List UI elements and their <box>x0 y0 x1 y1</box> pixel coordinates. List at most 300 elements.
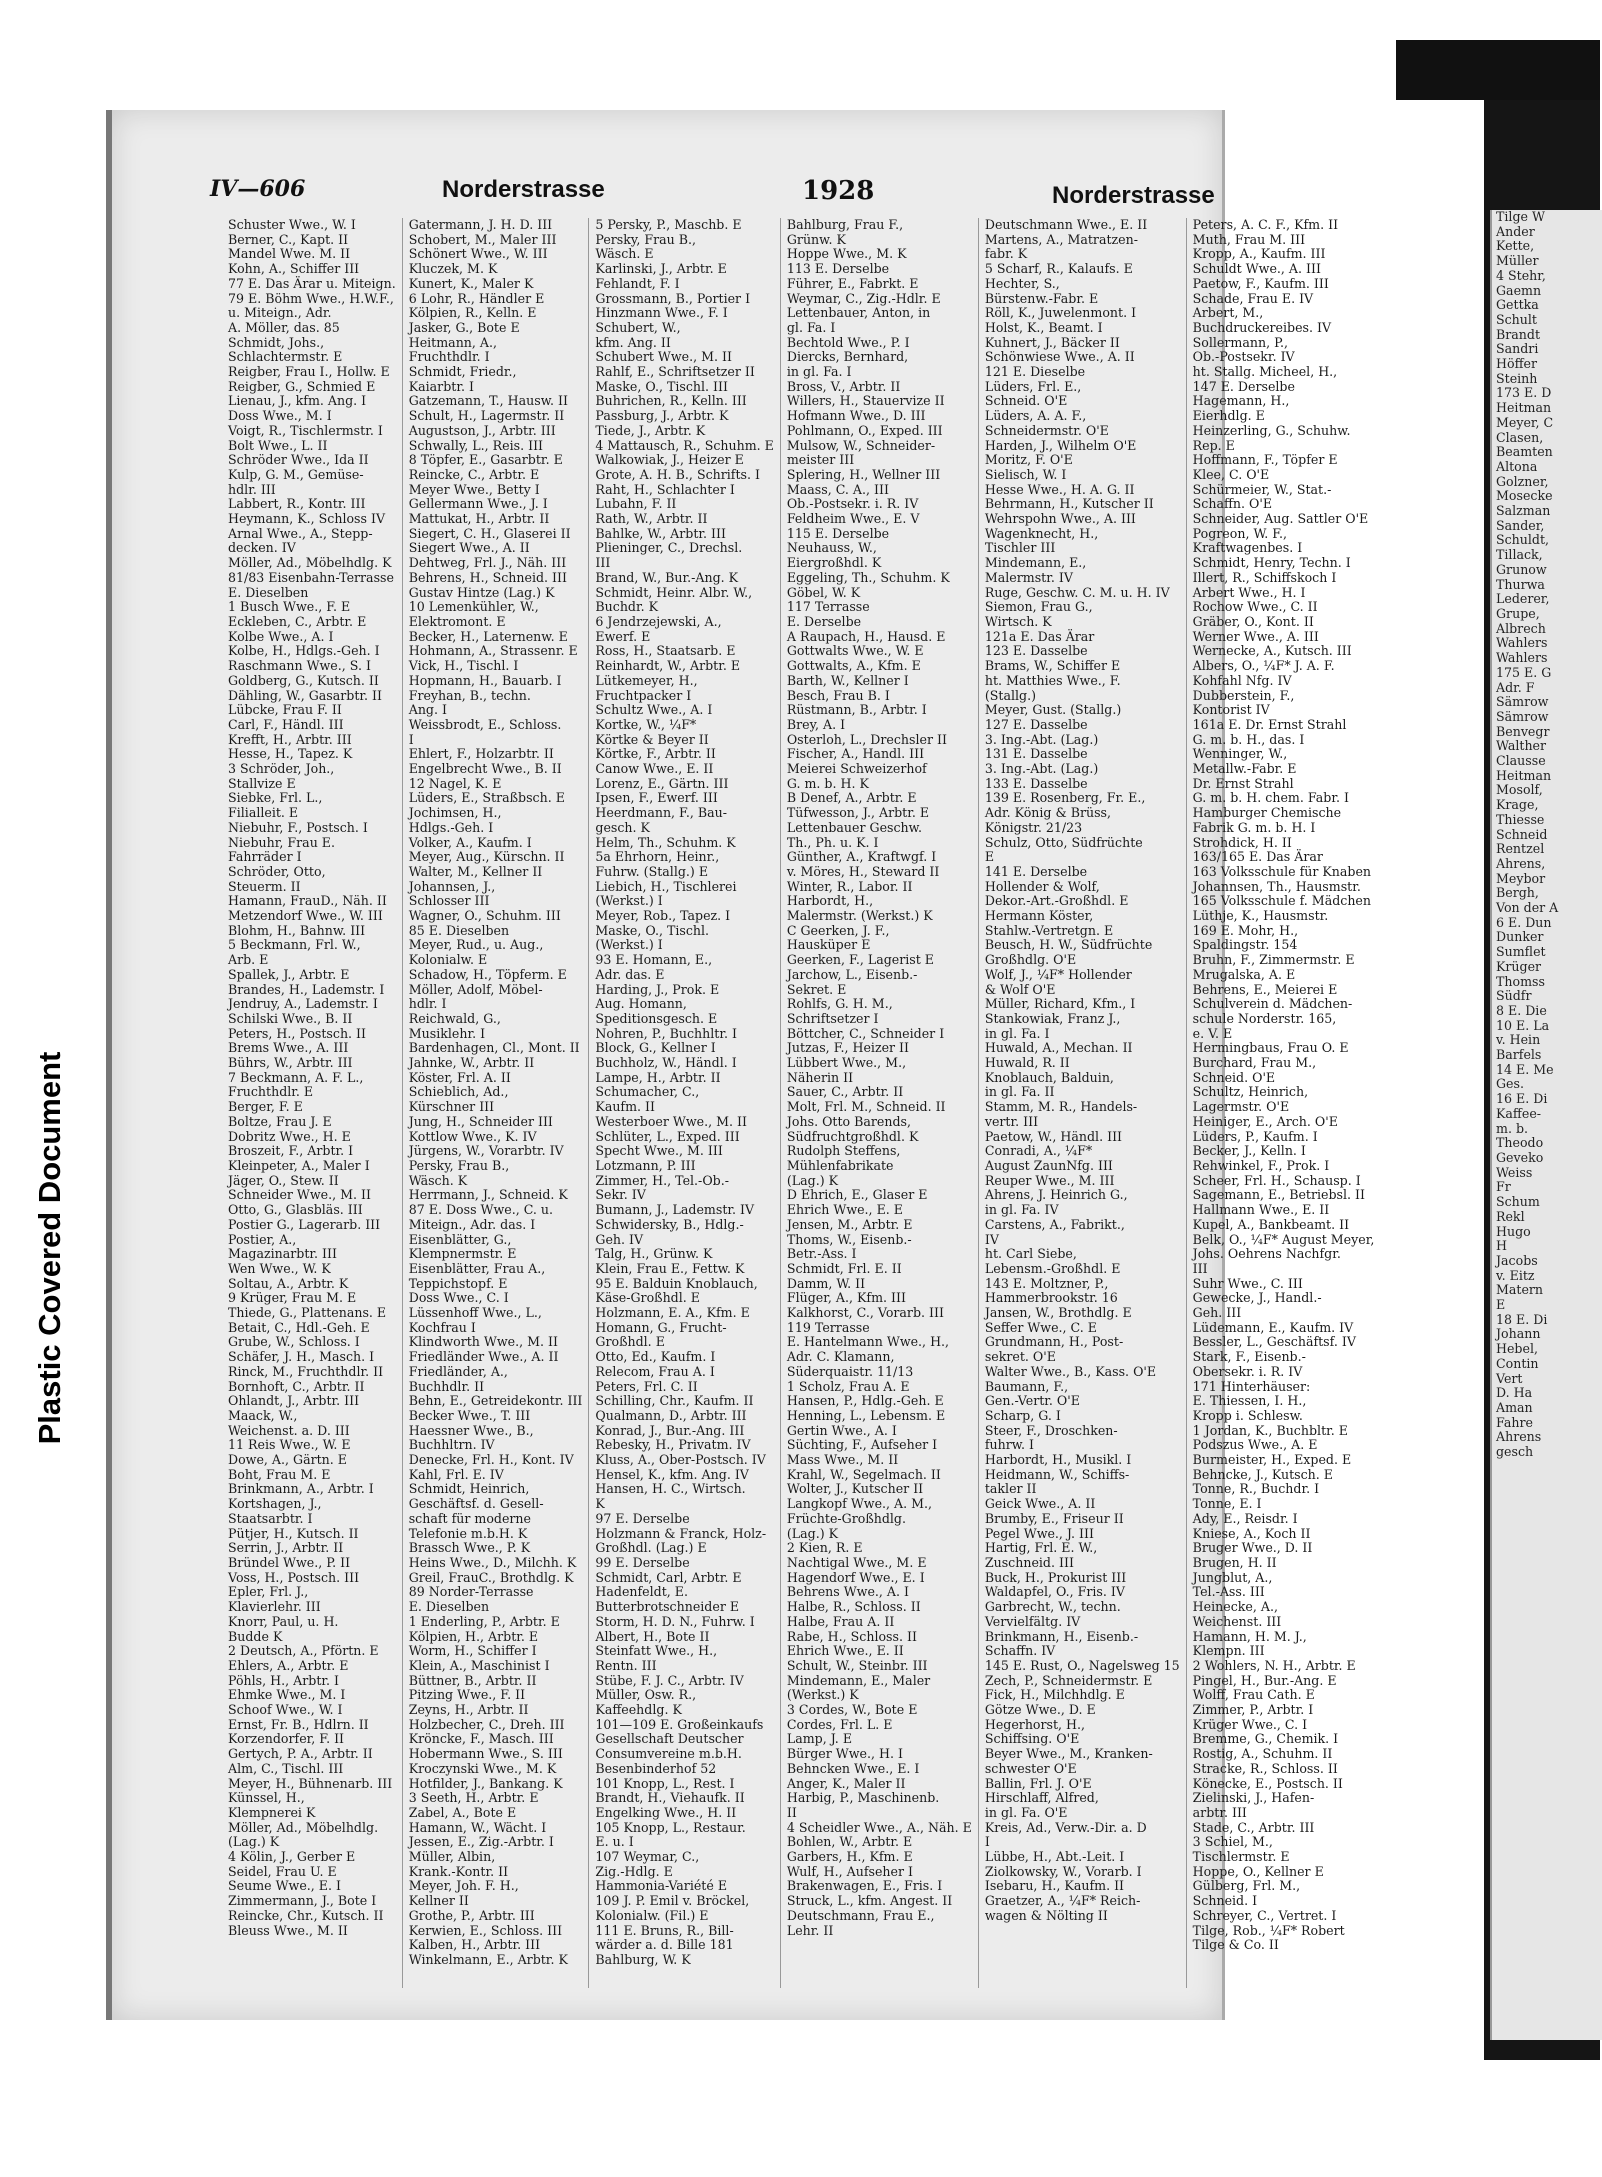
listing-entry: Meyer, H., Bühnenarb. III <box>228 1775 393 1791</box>
listing-entry: Grote, A. H. B., Schrifts. I <box>595 466 760 482</box>
listing-entry: Gen.-Vertr. O'E <box>984 1393 1080 1409</box>
listing-entry: Raschmann Wwe., S. I <box>228 658 371 674</box>
listing-entry: Kortshagen, J., <box>228 1496 322 1512</box>
listing-entry: 5 Persky, P., Maschb. E <box>595 217 742 232</box>
listing-entry: Meyer Wwe., Betty I <box>408 481 540 497</box>
listing-entry: Hansen, H. C., Wirtsch. <box>595 1481 746 1497</box>
listing-entry: Fruchtpacker I <box>595 687 692 703</box>
listing-entry: Willers, H., Stauervize II <box>786 393 945 409</box>
listing-entry: Freyhan, B., techn. <box>408 687 531 703</box>
listing-entry: Paetow, F., Kaufm. III <box>1192 275 1329 291</box>
adjacent-listing-entry: Wahlers <box>1496 635 1548 651</box>
listing-entry: in gl. Fa. IV <box>984 1202 1059 1218</box>
listing-entry: Schwidersky, B., Hdlg.- <box>595 1216 744 1232</box>
listing-entry: Hagendorf Wwe., E. I <box>786 1569 925 1585</box>
adjacent-listing-entry: Schum <box>1496 1194 1540 1210</box>
adjacent-listing-entry: Heitman <box>1496 400 1552 416</box>
listing-entry: Garbrecht, W., techn. <box>984 1599 1121 1615</box>
listing-entry: Wolter, J., Kutscher II <box>786 1481 924 1497</box>
listing-entry: Hollender & Wolf, <box>984 878 1100 894</box>
adjacent-listing-entry: Höffer <box>1496 356 1537 372</box>
listing-entry: Scheer, Frl. H., Schausp. I <box>1192 1172 1361 1188</box>
listing-entry: Gertin Wwe., A. I <box>786 1422 897 1438</box>
listing-entry: Heerdmann, F., Bau- <box>595 805 727 821</box>
listing-entry: Block, G., Kellner I <box>595 1040 716 1056</box>
listing-entry: Peters, Frl. C. II <box>595 1378 698 1394</box>
listing-entry: Schäfer, J. H., Masch. I <box>228 1349 375 1365</box>
listing-entry: Steer, F., Droschken- <box>984 1422 1118 1438</box>
listing-entry: Reigber, G., Schmied E <box>228 378 376 394</box>
listing-entry: ht. Stallg. Micheel, H., <box>1192 364 1338 380</box>
listing-entry: Reichwald, G., <box>408 1010 501 1026</box>
listing-entry: Kölpien, H., Arbtr. E <box>408 1628 539 1644</box>
listing-entry: Carl, F., Händl. III <box>228 716 344 732</box>
listing-entry: Kellner II <box>408 1893 469 1909</box>
listing-entry: Kröncke, F., Masch. III <box>408 1731 554 1747</box>
listing-entry: B Denef, A., Arbtr. E <box>786 790 917 806</box>
listing-entry: Eierhdlg. E <box>1192 408 1265 424</box>
listing-entry: Ob.-Postsekr. i. R. IV <box>786 496 919 512</box>
listing-entry: Kroczynski Wwe., M. K <box>408 1760 557 1776</box>
listing-entry: Schmidt, Henry, Techn. I <box>1192 555 1351 571</box>
listing-entry: 2 Wohlers, N. H., Arbtr. E <box>1192 1657 1356 1673</box>
listing-entry: Lüders, A. A. F., <box>984 408 1087 424</box>
listing-entry: Pogreon, W. F., <box>1192 525 1287 541</box>
listing-entry: Heymann, K., Schloss IV <box>228 511 386 527</box>
listing-entry: 147 E. Derselbe <box>1192 378 1295 394</box>
listing-entry: Gertych, P. A., Arbtr. II <box>228 1746 373 1762</box>
listing-entry: Klein, A., Maschinist I <box>408 1657 550 1673</box>
listing-entry: Göbel, W. K <box>786 584 861 600</box>
listing-entry: Klindworth Wwe., M. II <box>408 1334 558 1350</box>
listing-entry: Schriftsetzer I <box>786 1010 879 1026</box>
listing-entry: 113 E. Derselbe <box>786 261 890 277</box>
listing-entry: Relecom, Frau A. I <box>595 1363 715 1379</box>
listing-entry: Carstens, A., Fabrikt., <box>984 1216 1125 1232</box>
listing-entry: Hobermann Wwe., S. III <box>408 1746 563 1762</box>
listing-entry: Zech, P., Schneidermstr. E <box>984 1672 1153 1688</box>
adjacent-listing-entry: Meybor <box>1496 870 1546 886</box>
adjacent-listing-entry: 6 E. Dun <box>1496 914 1552 930</box>
listing-entry: Kölpien, R., Kelln. E <box>408 305 537 321</box>
listing-entry: (Werkst.) I <box>595 937 663 953</box>
listing-entry: Adr. C. Klamann, <box>786 1349 895 1365</box>
listing-entry: Bardenhagen, Cl., Mont. II <box>408 1040 580 1056</box>
listing-entry: Lütkemeyer, H., <box>595 672 698 688</box>
listing-entry: Dehtweg, Frl. J., Näh. III <box>408 555 567 571</box>
listing-entry: Hamann, FrauD., Näh. II <box>228 893 387 909</box>
listing-entry: Brumby, E., Friseur II <box>984 1510 1124 1526</box>
listing-entry: Kropp, A., Kaufm. III <box>1192 246 1326 262</box>
listing-entry: vertr. III <box>984 1113 1039 1129</box>
listing-entry: 111 E. Bruns, R., Bill- <box>595 1922 734 1938</box>
listing-entry: Kürschner III <box>408 1099 495 1115</box>
listing-entry: wagen & Nölting II <box>984 1907 1108 1923</box>
listing-entry: Behrens, E., Meierei E <box>1192 981 1338 997</box>
listing-entry: 5 Beckmann, Frl. W., <box>228 937 361 953</box>
listing-entry: Hermann Köster, <box>984 908 1094 924</box>
listing-entry: Burmeister, H., Exped. E <box>1192 1452 1352 1468</box>
adjacent-listing-entry: Hebel, <box>1496 1341 1538 1357</box>
listing-entry: (Lag.) K <box>786 1172 839 1188</box>
listing-entry: 77 E. Das Ärar u. Miteign. <box>228 275 396 291</box>
listing-entry: 10 Lemenkühler, W., <box>408 599 539 615</box>
listing-entry: 6 Jendrzejewski, A., <box>595 613 722 629</box>
listing-entry: Friedländer Wwe., A. II <box>408 1349 559 1365</box>
listing-entry: Zimmermann, J., Bote I <box>228 1893 377 1909</box>
listing-entry: Schultz, Heinrich, <box>1192 1084 1309 1100</box>
listing-entry: takler II <box>984 1481 1037 1497</box>
listing-entry: E <box>984 849 995 865</box>
adjacent-listing-entry: Lederer, <box>1496 591 1550 607</box>
listing-entry: Fuhrw. (Stallg.) E <box>595 863 709 879</box>
listing-entry: Rebesky, H., Privatm. IV <box>595 1437 751 1453</box>
listing-entry: Albert, H., Bote II <box>595 1628 710 1644</box>
listing-entry: Doss Wwe., C. I <box>408 1290 509 1306</box>
adjacent-listing-entry: Mosolf, <box>1496 782 1543 798</box>
listing-entry: Zabel, A., Bote E <box>408 1804 517 1820</box>
listing-columns <box>222 217 1375 1988</box>
listing-entry: Becker, J., Kelln. I <box>1192 1143 1306 1159</box>
listing-entry: Kahl, Frl. E. IV <box>408 1466 504 1482</box>
listing-entry: Mass Wwe., M. II <box>786 1452 899 1468</box>
listing-entry: Lübbert Wwe., M., <box>786 1055 907 1071</box>
listing-entry: Podszus Wwe., A. E <box>1192 1437 1318 1453</box>
adjacent-listing-entry: 175 E. G <box>1496 664 1552 680</box>
listing-entry: Diercks, Bernhard, <box>786 349 909 365</box>
listing-entry: Reincke, Chr., Kutsch. II <box>228 1907 384 1923</box>
listing-entry: 101 Knopp, L., Rest. I <box>595 1775 735 1791</box>
listing-entry: Wagenknecht, H., <box>984 525 1099 541</box>
listing-entry: Gottwalts Wwe., W. E <box>786 643 924 659</box>
adjacent-listing-entry: Geveko <box>1496 1150 1544 1165</box>
listing-entry: Augustson, J., Arbtr. III <box>408 422 556 438</box>
listing-entry: Rahlf, E., Schriftsetzer II <box>595 364 755 380</box>
listing-entry: Reincke, C., Arbtr. E <box>408 466 540 482</box>
listing-entry: Röll, K., Juwelenmont. I <box>984 305 1137 321</box>
listing-entry: Meyer, Gust. (Stallg.) <box>984 702 1122 718</box>
listing-entry: Schlüter, L., Exped. III <box>595 1128 740 1144</box>
listing-entry: Fick, H., Milchhdlg. E <box>984 1687 1125 1703</box>
adjacent-listing-entry: Rekl <box>1496 1208 1525 1224</box>
listing-entry: Voss, H., Postsch. III <box>228 1569 360 1585</box>
listing-entry: Böttcher, C., Schneider I <box>786 1025 945 1041</box>
listing-entry: Bründel Wwe., P. II <box>228 1554 351 1570</box>
listing-entry: Zimmer, H., Tel.-Ob.- <box>595 1172 729 1188</box>
listing-entry: Kalben, H., Arbtr. III <box>408 1937 541 1953</box>
listing-entry: Krahl, W., Segelmach. II <box>786 1466 941 1482</box>
listing-entry: Eggeling, Th., Schuhm. K <box>786 569 950 585</box>
listing-entry: 117 Terrasse <box>786 599 870 615</box>
listing-entry: Postier G., Lagerarb. III <box>228 1216 381 1232</box>
listing-entry: Fahrräder I <box>228 849 302 865</box>
listing-entry: Schneid. I <box>1192 1893 1258 1909</box>
listing-entry: Grube, W., Schloss. I <box>228 1334 360 1350</box>
listing-entry: Hofmann Wwe., D. III <box>786 408 926 424</box>
listing-entry: Heinzerling, G., Schuhw. <box>1192 422 1351 438</box>
listing-entry: Fehlandt, F. I <box>595 275 680 291</box>
listing-entry: Mulsow, W., Schneider- <box>786 437 936 453</box>
listing-entry: Peters, H., Postsch. II <box>228 1025 367 1041</box>
listing-entry: Pöhls, H., Arbtr. I <box>228 1672 339 1688</box>
listing-entry: Schieblich, Ad., <box>408 1084 509 1100</box>
listing-entry: Führer, E., Fabrkt. E <box>786 275 919 291</box>
listing-entry: Mindemann, E., Maler <box>786 1672 931 1688</box>
listing-entry: 143 E. Moltzner, P., <box>984 1275 1109 1291</box>
listing-entry: Kulp, G. M., Gemüse- <box>228 466 364 482</box>
listing-entry: Maass, C. A., III <box>786 481 889 497</box>
listing-entry: Rudolph Steffens, <box>786 1143 901 1159</box>
listing-entry: Bührs, W., Arbtr. III <box>228 1055 353 1071</box>
listing-entry: Behrmann, H., Kutscher II <box>984 496 1154 512</box>
listing-entry: Moritz, F. O'E <box>984 452 1073 468</box>
adjacent-listing-entry: Thiesse <box>1496 811 1545 827</box>
listing-entry: Bürger Wwe., H. I <box>786 1746 903 1762</box>
listing-entry: Ob.-Postsekr. IV <box>1192 349 1295 365</box>
listing-entry: Ehlers, A., Arbtr. E <box>228 1657 349 1673</box>
listing-entry: Jäger, O., Stew. II <box>228 1172 339 1188</box>
listing-entry: Hirschlaff, Alfred, <box>984 1790 1099 1806</box>
listing-entry: Kluss, A., Ober-Postsch. IV <box>595 1452 766 1468</box>
listing-entry: Schneider Wwe., M. II <box>228 1187 371 1203</box>
listing-entry: Dubberstein, F., <box>1192 687 1295 703</box>
listing-entry: Steinfatt Wwe., H., <box>595 1643 718 1659</box>
listing-entry: Möller, Ad., Möbelhdlg. K <box>228 555 392 571</box>
listing-entry: Garbers, H., Kfm. E <box>786 1849 913 1865</box>
listing-entry: Lüders, Frl. E., <box>984 378 1082 394</box>
adjacent-listing-entry: Barfels <box>1496 1047 1542 1063</box>
listing-entry: Jutzas, F., Heizer II <box>786 1040 910 1056</box>
listing-entry: Ross, H., Staatsarb. E <box>595 643 736 659</box>
listing-entry: Beyer Wwe., M., Kranken- <box>984 1746 1153 1762</box>
listing-entry: Ehrich Wwe., E. E <box>786 1202 903 1218</box>
listing-entry: Geschäftsf. d. Gesell- <box>408 1496 544 1512</box>
directory-column <box>222 218 403 1988</box>
listing-entry: Walter, M., Kellner II <box>408 863 543 879</box>
listing-entry: Epler, Frl. J., <box>228 1584 309 1600</box>
listing-entry: Wolf, J., ¼F* Hollender <box>984 966 1132 982</box>
listing-entry: Thoms, W., Eisenb.- <box>786 1231 912 1247</box>
listing-entry: Korzendorfer, F. II <box>228 1731 345 1747</box>
listing-entry: Pegel Wwe., J. III <box>984 1525 1094 1541</box>
adjacent-listing-entry: Kaffee- <box>1496 1105 1542 1121</box>
listing-entry: Näherin II <box>786 1069 854 1085</box>
listing-entry: Bleuss Wwe., M. II <box>228 1922 348 1938</box>
listing-entry: Schubert Wwe., M. II <box>595 349 732 365</box>
listing-entry: Schadow, H., Töpferm. E <box>408 966 567 982</box>
listing-entry: in gl. Fa. O'E <box>984 1804 1068 1820</box>
adjacent-listing-entry: Ahrens <box>1496 1429 1542 1445</box>
adjacent-listing-entry: Müller <box>1496 253 1539 269</box>
listing-entry: Kolonialw. E <box>408 952 488 968</box>
listing-entry: Lorenz, E., Gärtn. III <box>595 775 729 791</box>
listing-entry: Ballin, Frl. J. O'E <box>984 1775 1092 1791</box>
listing-entry: Brems Wwe., A. III <box>228 1040 349 1056</box>
listing-entry: G. m. b. H. chem. Fabr. I <box>1192 790 1349 806</box>
listing-entry: 99 E. Derselbe <box>595 1554 690 1570</box>
listing-entry: Lampe, H., Arbtr. II <box>595 1069 721 1085</box>
listing-entry: Passburg, J., Arbtr. K <box>595 408 729 424</box>
listing-entry: Zeyns, H., Arbtr. II <box>408 1702 529 1718</box>
adjacent-listing-entry: Benvegr <box>1496 723 1550 739</box>
listing-entry: Arb. E <box>228 952 269 968</box>
listing-entry: Brandt, H., Viehaufk. II <box>595 1790 745 1806</box>
listing-entry: Heidmann, W., Schiffs- <box>984 1466 1130 1482</box>
listing-entry: Körtke & Beyer II <box>595 731 709 747</box>
listing-entry: Serrin, J., Arbtr. II <box>228 1540 344 1556</box>
directory-page <box>106 110 1375 2020</box>
listing-entry: Sielisch, W. I <box>984 466 1067 482</box>
listing-entry: 161a E. Dr. Ernst Strahl <box>1192 716 1347 732</box>
adjacent-page <box>1490 210 1602 2040</box>
listing-entry: Seffer Wwe., C. E <box>984 1319 1097 1335</box>
listing-entry: Suhr Wwe., C. III <box>1192 1275 1303 1291</box>
listing-entry: 123 E. Dasselbe <box>984 643 1088 659</box>
listing-entry: Haessner Wwe., B., <box>408 1422 534 1438</box>
listing-entry: Langkopf Wwe., A. M., <box>786 1496 933 1512</box>
listing-entry: Deutschmann Wwe., E. II <box>984 217 1148 232</box>
listing-entry: Martens, A., Matratzen- <box>984 231 1138 247</box>
listing-entry: Hensel, K., kfm. Ang. IV <box>595 1466 749 1482</box>
listing-entry: Hoffmann, F., Töpfer E <box>1192 452 1338 468</box>
listing-entry: Filialleit. E <box>228 805 299 821</box>
listing-entry: Malermstr. IV <box>984 569 1073 585</box>
listing-entry: C Geerken, J. F., <box>786 922 890 938</box>
listing-entry: Bremme, G., Chemik. I <box>1192 1731 1339 1747</box>
listing-entry: 89 Norder-Terrasse <box>408 1584 534 1600</box>
listing-entry: Canow Wwe., E. II <box>595 761 714 777</box>
adjacent-listing-entry: Krüger <box>1496 958 1542 974</box>
adjacent-listing-entry: Ahrens, <box>1496 855 1546 871</box>
adjacent-listing-entry: Sämrow <box>1496 708 1549 724</box>
listing-entry: Holzmann, E. A., Kfm. E <box>595 1305 750 1321</box>
listing-entry: Deutschmann, Frau E., <box>786 1907 935 1923</box>
listing-entry: Ernst, Fr. B., Hdlrn. II <box>228 1716 369 1732</box>
listing-entry: Rochow Wwe., C. II <box>1192 599 1318 615</box>
listing-entry: Bruhn, F., Zimmermstr. E <box>1192 952 1355 968</box>
listing-entry: Schubert, W., <box>595 319 681 335</box>
year-heading: 1928 <box>802 176 875 206</box>
adjacent-listing-entry: Schuldt, <box>1496 532 1550 548</box>
listing-entry: Körtke, F., Arbtr. II <box>595 746 716 762</box>
listing-entry: Telefonie m.b.H. K <box>408 1525 528 1541</box>
listing-entry: hdlr. III <box>228 481 276 497</box>
listing-entry: Schmidt, Friedr., <box>408 364 517 380</box>
listing-entry: Gatzemann, T., Hausw. II <box>408 393 568 409</box>
adjacent-listing-entry: Jacobs <box>1496 1252 1538 1268</box>
listing-entry: Lotzmann, P. III <box>595 1158 696 1173</box>
listing-entry: schaft für moderne <box>408 1510 531 1526</box>
listing-entry: Lienau, J., kfm. Ang. I <box>228 393 367 409</box>
listing-entry: Otto, Ed., Kaufm. I <box>595 1349 716 1365</box>
listing-entry: & Wolf O'E <box>984 981 1056 997</box>
adjacent-listing-entry: 8 E. Die <box>1496 1002 1547 1018</box>
listing-entry: in gl. Fa. I <box>984 1025 1050 1041</box>
listing-entry: Möller, Ad., Möbelhdlg. <box>228 1819 379 1835</box>
listing-entry: III <box>1192 1260 1208 1276</box>
listing-entry: Goldberg, G., Kutsch. II <box>228 672 379 688</box>
listing-entry: Rentn. III <box>595 1657 657 1673</box>
listing-entry: Malermstr. (Werkst.) K <box>786 908 933 924</box>
listing-entry: Schmidt, Johs., <box>228 334 325 350</box>
listing-entry: Meyer, Rud., u. Aug., <box>408 937 544 953</box>
listing-entry: Beusch, H. W., Südfrüchte <box>984 937 1153 953</box>
listing-entry: Ohlandt, J., Arbtr. III <box>228 1393 360 1409</box>
listing-entry: E. Thiessen, I. H., <box>1192 1393 1307 1409</box>
listing-entry: 131 E. Dasselbe <box>984 746 1088 762</box>
listing-entry: Qualmann, D., Arbtr. III <box>595 1407 747 1423</box>
listing-entry: Fabrik G. m. b. H. I <box>1192 819 1316 835</box>
listing-entry: Schoof Wwe., W. I <box>228 1702 343 1718</box>
listing-entry: Aug. Homann, <box>595 996 687 1012</box>
listing-entry: 87 E. Doss Wwe., C. u. <box>408 1202 554 1218</box>
page-number: IV—606 <box>210 176 306 202</box>
listing-entry: Engelking Wwe., H. II <box>595 1804 737 1820</box>
listing-entry: 119 Terrasse <box>786 1319 870 1335</box>
listing-entry: Knorr, Paul, u. H. <box>228 1613 339 1629</box>
listing-entry: Lüdemann, E., Kaufm. IV <box>1192 1319 1354 1335</box>
listing-entry: Tiede, J., Arbtr. K <box>595 422 706 438</box>
listing-entry: Wirtsch. K <box>984 613 1052 629</box>
listing-entry: 9 Krüger, Frau M. E <box>228 1290 357 1306</box>
listing-entry: Bahlburg, W. K <box>595 1951 691 1967</box>
listing-entry: Götze Wwe., D. E <box>984 1702 1096 1718</box>
listing-entry: Lübbe, H., Abt.-Leit. I <box>984 1849 1125 1865</box>
listing-entry: Neuhauss, W., <box>786 540 877 556</box>
listing-entry: Buchholz, W., Händl. I <box>595 1055 737 1071</box>
listing-entry: Süchting, F., Aufseher I <box>786 1437 938 1453</box>
listing-entry: I <box>984 1834 990 1850</box>
listing-entry: Ewerf. E <box>595 628 651 644</box>
listing-entry: Zielinski, J., Hafen- <box>1192 1790 1315 1806</box>
listing-entry: fuhrw. I <box>984 1437 1035 1453</box>
listing-entry: Fruchthdlr. I <box>408 349 490 365</box>
listing-entry: Maske, O., Tischl. <box>595 922 710 938</box>
listing-entry: Schult, W., Steinbr. III <box>786 1657 928 1673</box>
listing-entry: Johs. Otto Barends, <box>786 1113 911 1129</box>
adjacent-listing-entry: 10 E. La <box>1496 1017 1550 1033</box>
listing-entry: 139 E. Rosenberg, Fr. E., <box>984 790 1146 806</box>
listing-entry: Großhdl. (Lag.) E <box>595 1540 707 1556</box>
listing-entry: Lebensm.-Großhdl. E <box>984 1260 1121 1276</box>
listing-entry: Butterbrotschneider E <box>595 1599 740 1615</box>
listing-entry: Strohdick, H. II <box>1192 834 1292 850</box>
listing-entry: Brakenwagen, E., Fris. I <box>786 1878 943 1894</box>
listing-entry: Schobert, M., Maler III <box>408 231 557 247</box>
listing-entry: Wagner, O., Schuhm. III <box>408 908 561 924</box>
listing-entry: 97 E. Derselbe <box>595 1510 690 1526</box>
adjacent-listing-entry: Golzner, <box>1496 473 1549 489</box>
listing-entry: Seidel, Frau U. E <box>228 1863 337 1879</box>
listing-entry: u. Miteign., Adr. <box>228 305 332 321</box>
adjacent-listing-entry: Clausse <box>1496 753 1546 769</box>
listing-entry: Behncke, J., Kutsch. E <box>1192 1466 1333 1482</box>
listing-entry: Arbert Wwe., H. I <box>1192 584 1306 600</box>
listing-entry: Eckleben, C., Arbtr. E <box>228 613 367 629</box>
listing-entry: Ehrich Wwe., E. II <box>786 1643 904 1659</box>
listing-entry: E. Derselbe <box>786 613 862 629</box>
listing-entry: 163 Volksschule für Knaben <box>1192 863 1372 879</box>
listing-entry: Tonne, R., Buchdr. I <box>1192 1481 1320 1497</box>
listing-entry: Schilski Wwe., B. II <box>228 1010 353 1026</box>
listing-entry: 3 Schiel, M., <box>1192 1834 1273 1850</box>
listing-entry: Budde K <box>228 1628 283 1644</box>
listing-entry: Sauer, C., Arbtr. II <box>786 1084 904 1100</box>
adjacent-listing-entry: Tilge W <box>1496 209 1545 224</box>
listing-entry: Schröder Wwe., Ida II <box>228 452 369 468</box>
listing-entry: Betait, C., Hdl.-Geh. E <box>228 1319 370 1335</box>
listing-entry: Weichenst. a. D. III <box>228 1422 350 1438</box>
